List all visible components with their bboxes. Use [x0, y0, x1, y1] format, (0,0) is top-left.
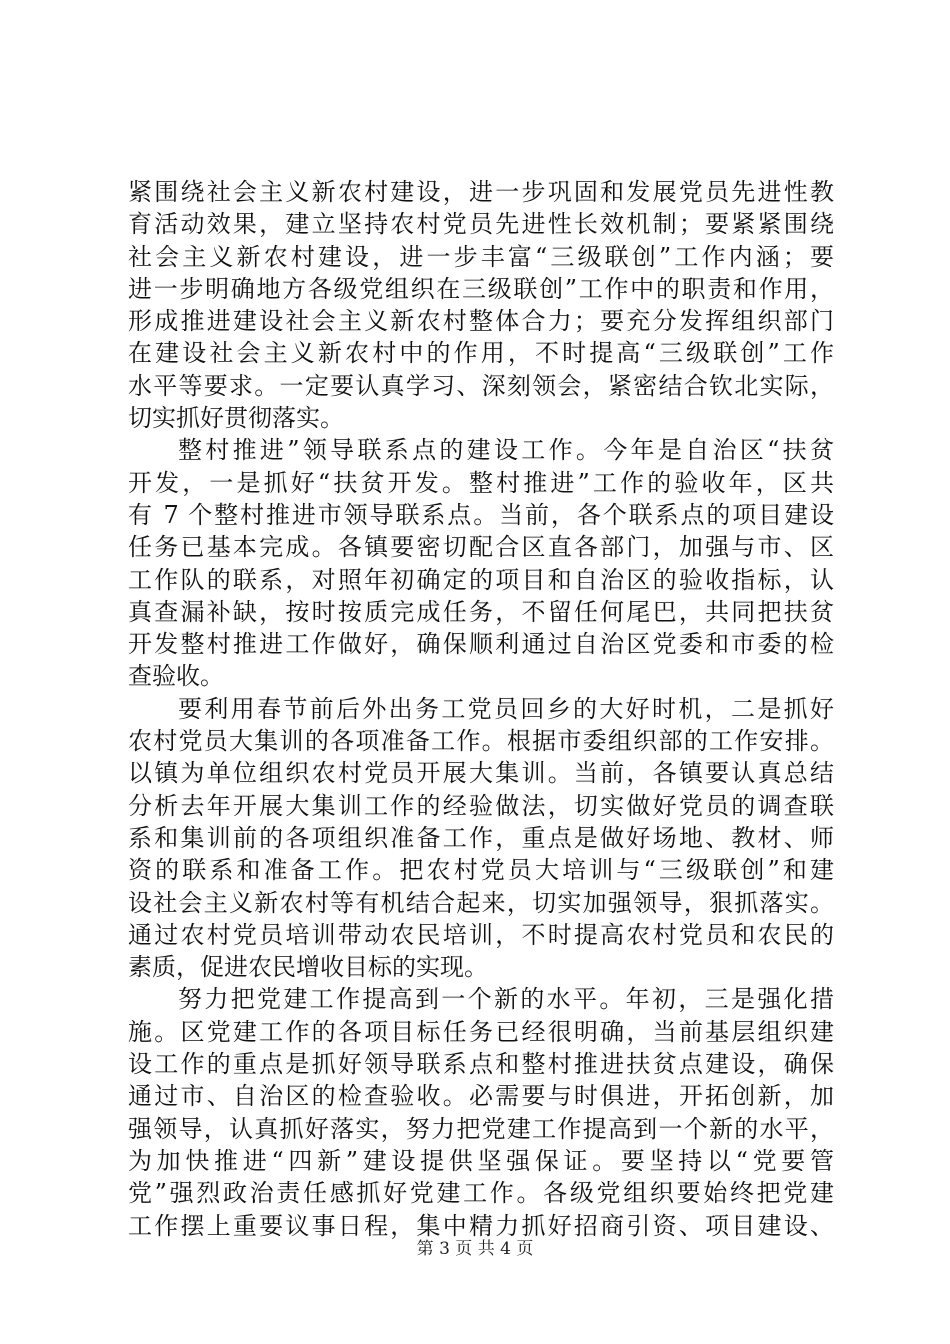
text-line: 设社会主义新农村等有机结合起来，切实加强领导，狠抓落实。	[128, 888, 834, 917]
text-line: 任务已基本完成。各镇要密切配合区直各部门，加强与市、区	[128, 533, 834, 562]
text-line: 通过市、自治区的检查验收。必需要与时俱进，开拓创新，加	[128, 1082, 834, 1111]
text-line: 素质，促进农民增收目标的实现。	[128, 953, 488, 982]
text-line: 查验收。	[128, 662, 224, 691]
text-line: 农村党员大集训的各项准备工作。根据市委组织部的工作安排。	[128, 727, 834, 756]
text-line: 工作摆上重要议事日程，集中精力抓好招商引资、项目建设、	[128, 1211, 834, 1240]
text-line: 整村推进”领导联系点的建设工作。今年是自治区“扶贫	[178, 436, 834, 465]
text-line: 切实抓好贯彻落实。	[128, 404, 344, 433]
text-line: 在建设社会主义新农村中的作用，不时提高“三级联创”工作	[128, 339, 834, 368]
text-line: 分析去年开展大集训工作的经验做法，切实做好党员的调查联	[128, 791, 834, 820]
text-line: 以镇为单位组织农村党员开展大集训。当前，各镇要认真总结	[128, 759, 834, 788]
text-line: 水平等要求。一定要认真学习、深刻领会，紧密结合钦北实际，	[128, 371, 834, 400]
text-line: 强领导，认真抓好落实，努力把党建工作提高到一个新的水平，	[128, 1114, 834, 1143]
text-line: 设工作的重点是抓好领导联系点和整村推进扶贫点建设，确保	[128, 1050, 834, 1079]
text-line: 开发，一是抓好“扶贫开发。整村推进”工作的验收年，区共	[128, 468, 834, 497]
text-line: 有 7 个整村推进市领导联系点。当前，各个联系点的项目建设	[128, 500, 834, 529]
text-line: 要利用春节前后外出务工党员回乡的大好时机，二是抓好	[178, 694, 834, 723]
text-line: 工作队的联系，对照年初确定的项目和自治区的验收指标，认	[128, 565, 834, 594]
text-line: 进一步明确地方各级党组织在三级联创”工作中的职责和作用，	[128, 274, 834, 303]
text-line: 育活动效果，建立坚持农村党员先进性长效机制；要紧紧围绕	[128, 210, 834, 239]
text-line: 形成推进建设社会主义新农村整体合力；要充分发挥组织部门	[128, 307, 834, 336]
text-line: 系和集训前的各项组织准备工作，重点是做好场地、教材、师	[128, 823, 834, 852]
text-line: 努力把党建工作提高到一个新的水平。年初，三是强化措	[178, 985, 834, 1014]
page-footer: 第 3 页 共 4 页	[416, 1239, 534, 1259]
text-line: 党”强烈政治责任感抓好党建工作。各级党组织要始终把党建	[128, 1179, 834, 1208]
text-line: 紧围绕社会主义新农村建设，进一步巩固和发展党员先进性教	[128, 178, 834, 206]
text-line: 社会主义新农村建设，进一步丰富“三级联创”工作内涵；要	[128, 242, 834, 271]
text-line: 真查漏补缺，按时按质完成任务，不留任何尾巴，共同把扶贫	[128, 597, 834, 626]
text-line: 通过农村党员培训带动农民培训，不时提高农村党员和农民的	[128, 920, 834, 949]
body-text	[128, 176, 834, 1242]
text-line: 为加快推进“四新”建设提供坚强保证。要坚持以“党要管	[128, 1146, 834, 1175]
text-line: 开发整村推进工作做好，确保顺利通过自治区党委和市委的检	[128, 630, 834, 659]
text-line: 资的联系和准备工作。把农村党员大培训与“三级联创”和建	[128, 856, 834, 885]
text-line: 施。区党建工作的各项目标任务已经很明确，当前基层组织建	[128, 1017, 834, 1046]
